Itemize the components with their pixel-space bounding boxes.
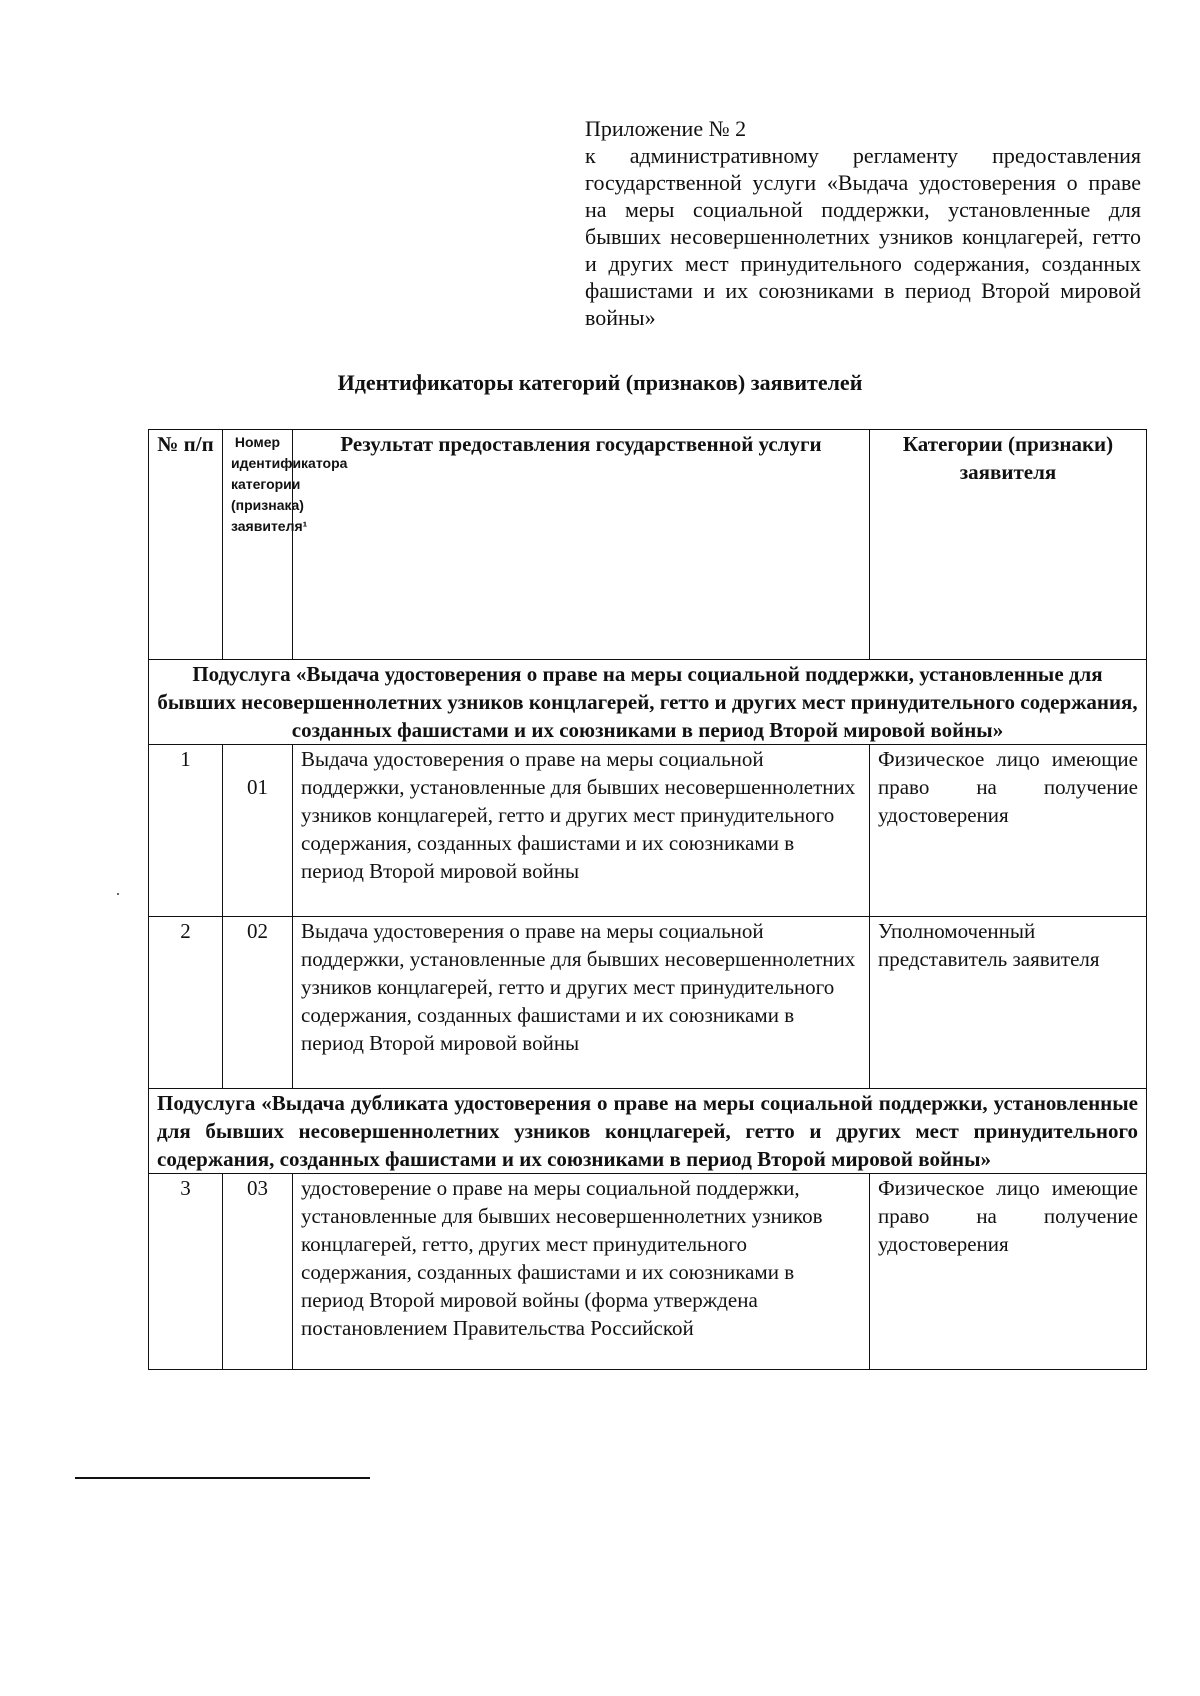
header-id: Номер идентификатора категории (признака) заявителя¹ xyxy=(223,430,293,660)
annex-title: Приложение № 2 xyxy=(585,116,747,141)
row-id xyxy=(223,745,293,917)
row-id: 02 xyxy=(223,917,293,1089)
row-category: Физическое лицо имеющие право на получение удостоверения xyxy=(870,1174,1147,1370)
document-heading: Идентификаторы категорий (признаков) заявителей xyxy=(337,370,863,395)
subservice-row xyxy=(149,1089,1147,1174)
header-result: Результат предоставления государственной услуги xyxy=(293,430,870,660)
table-row xyxy=(149,745,1147,917)
scan-speck xyxy=(117,893,119,895)
annex-text: к административному регламенту предоставления государственной услуги «Выдача удостоверения о праве на меры социальной поддержки, установленные для бывших несовершеннолетних узников концлагерей, гетто и других мест принудительного содержания, созданных фашистами и их союзниками в период Второй мировой войны» xyxy=(585,143,1141,330)
footnote-separator xyxy=(75,1477,370,1479)
row-num: 2 xyxy=(149,917,223,1089)
row-category: Физическое лицо имеющие право на получение удостоверения xyxy=(870,745,1147,917)
row-num: 3 xyxy=(149,1174,223,1370)
header-category: Категории (признаки) заявителя xyxy=(870,430,1147,660)
table-row xyxy=(149,1174,1147,1370)
subservice-row xyxy=(149,660,1147,745)
subservice-title: Подуслуга «Выдача удостоверения о праве на меры социальной поддержки, установленные для бывших несовершеннолетних узников концлагерей, гетто и других мест принудительного содержания, созданных фашистами и их союзниками в период Второй мировой войны» xyxy=(149,660,1147,745)
subservice-title: Подуслуга «Выдача дубликата удостоверения о праве на меры социальной поддержки, установленные для бывших несовершеннолетних узников концлагерей, гетто и других мест принудительного содержания, созданных фашистами и их союзниками в период Второй мировой войны» xyxy=(149,1089,1147,1174)
row-id: 03 xyxy=(223,1174,293,1370)
row-id-value: 01 xyxy=(247,775,268,799)
row-result: Выдача удостоверения о праве на меры социальной поддержки, установленные для бывших несовершеннолетних узников концлагерей, гетто и других мест принудительного содержания, созданных фашистами и их союзниками в период Второй мировой войны xyxy=(293,917,870,1089)
row-result: Выдача удостоверения о праве на меры социальной поддержки, установленные для бывших несовершеннолетних узников концлагерей, гетто и других мест принудительного содержания, созданных фашистами и их союзниками в период Второй мировой войны xyxy=(293,745,870,917)
table-header-row xyxy=(149,430,1147,660)
row-result: удостоверение о праве на меры социальной поддержки, установленные для бывших несовершеннолетних узников концлагерей, гетто, других мест принудительного содержания, созданных фашистами и их союзниками в период Второй мировой войны (форма утверждена постановлением Правительства Российской xyxy=(293,1174,870,1370)
annex-block xyxy=(585,115,1141,331)
row-category: Уполномоченный представитель заявителя xyxy=(870,917,1147,1089)
table-row xyxy=(149,917,1147,1089)
row-num: 1 xyxy=(149,745,223,917)
header-num: № п/п xyxy=(149,430,223,660)
identifiers-table xyxy=(148,429,1147,1370)
